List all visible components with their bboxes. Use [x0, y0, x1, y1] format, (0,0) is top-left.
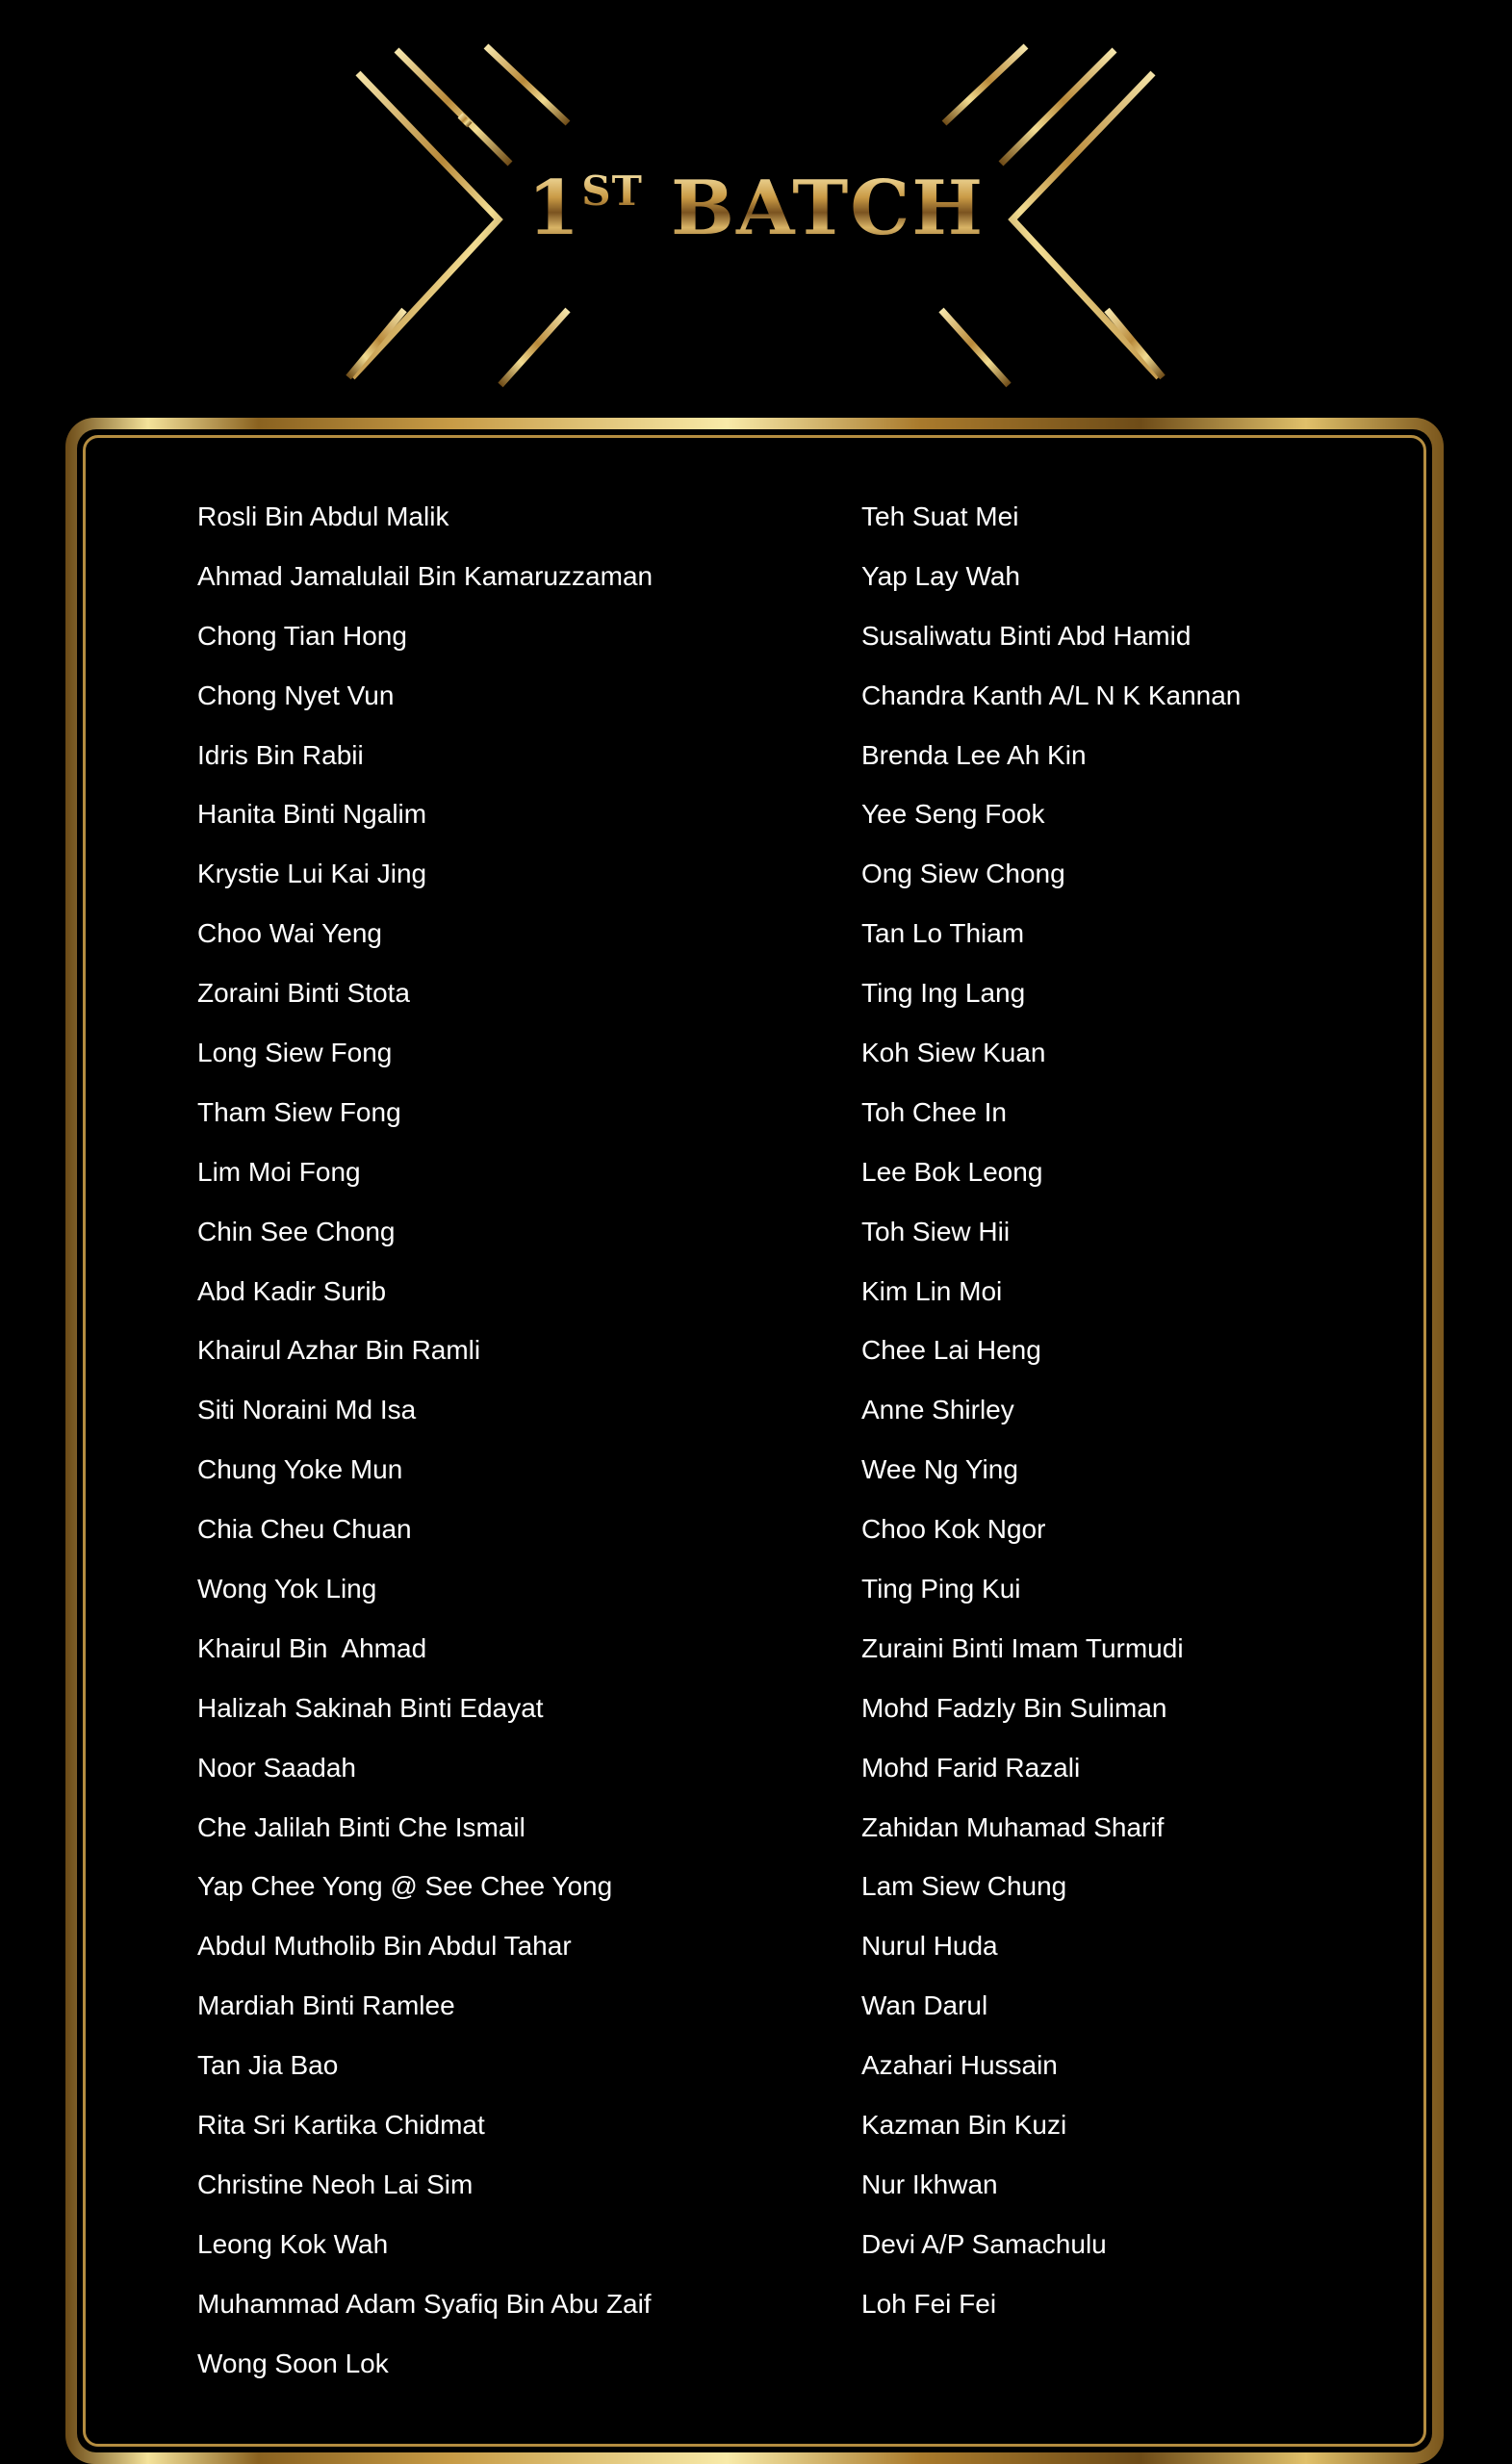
name-item: Lam Siew Chung [861, 1871, 1067, 1902]
name-item: Siti Noraini Md Isa [197, 1395, 417, 1425]
name-item: Chia Cheu Chuan [197, 1514, 412, 1545]
name-item: Hanita Binti Ngalim [197, 799, 427, 830]
name-item: Koh Siew Kuan [861, 1038, 1046, 1068]
name-item: Muhammad Adam Syafiq Bin Abu Zaif [197, 2288, 652, 2319]
name-item: Nur Ikhwan [861, 2169, 998, 2199]
name-item: Chong Tian Hong [197, 620, 407, 651]
name-item: Anne Shirley [861, 1395, 1014, 1425]
name-item: Abd Kadir Surib [197, 1275, 387, 1306]
name-item: Yap Lay Wah [861, 560, 1020, 591]
name-item: Rita Sri Kartika Chidmat [197, 2110, 485, 2141]
name-item: Che Jalilah Binti Che Ismail [197, 1811, 525, 1842]
names-list-left [197, 487, 653, 2394]
name-item: Zoraini Binti Stota [197, 978, 410, 1009]
name-item: Brenda Lee Ah Kin [861, 739, 1087, 770]
name-item: Wee Ng Ying [861, 1454, 1018, 1485]
name-item: Chee Lai Heng [861, 1335, 1041, 1366]
name-item: Khairul Bin Ahmad [197, 1632, 427, 1663]
name-item: Abdul Mutholib Bin Abdul Tahar [197, 1931, 572, 1962]
title-ordinal: 1 [526, 165, 582, 252]
name-item: Yap Chee Yong @ See Chee Yong [197, 1871, 613, 1902]
name-item: Tan Jia Bao [197, 2050, 339, 2081]
name-item: Nurul Huda [861, 1931, 998, 1962]
name-item: Ting Ing Lang [861, 978, 1026, 1009]
name-item: Halizah Sakinah Binti Edayat [197, 1692, 544, 1723]
name-item: Chung Yoke Mun [197, 1454, 403, 1485]
name-item: Wong Yok Ling [197, 1574, 377, 1604]
name-item: Choo Kok Ngor [861, 1514, 1046, 1545]
name-item: Toh Chee In [861, 1096, 1007, 1127]
name-item: Christine Neoh Lai Sim [197, 2169, 474, 2199]
name-item: Yee Seng Fook [861, 799, 1045, 830]
name-item: Krystie Lui Kai Jing [197, 859, 427, 889]
name-item: Ting Ping Kui [861, 1574, 1021, 1604]
name-item: Chandra Kanth A/L N K Kannan [861, 680, 1242, 710]
name-item: Devi A/P Samachulu [861, 2228, 1107, 2259]
name-item: Choo Wai Yeng [197, 918, 382, 949]
name-item: Susaliwatu Binti Abd Hamid [861, 620, 1192, 651]
name-item: Rosli Bin Abdul Malik [197, 501, 449, 531]
name-item: Loh Fei Fei [861, 2288, 997, 2319]
name-item: Noor Saadah [197, 1752, 357, 1783]
name-item: Lee Bok Leong [861, 1156, 1043, 1187]
page-title [0, 165, 1512, 252]
name-item: Kim Lin Moi [861, 1275, 1003, 1306]
name-item: Mohd Fadzly Bin Suliman [861, 1692, 1167, 1723]
name-item: Wan Darul [861, 1990, 988, 2021]
name-item: Teh Suat Mei [861, 501, 1019, 531]
name-item: Mardiah Binti Ramlee [197, 1990, 455, 2021]
name-item: Long Siew Fong [197, 1038, 393, 1068]
name-item: Lim Moi Fong [197, 1156, 361, 1187]
name-item: Chong Nyet Vun [197, 680, 395, 710]
name-item: Zuraini Binti Imam Turmudi [861, 1632, 1184, 1663]
name-item: Zahidan Muhamad Sharif [861, 1811, 1165, 1842]
name-item: Ong Siew Chong [861, 859, 1065, 889]
name-item: Kazman Bin Kuzi [861, 2110, 1067, 2141]
name-item: Tan Lo Thiam [861, 918, 1025, 949]
name-item: Ahmad Jamalulail Bin Kamaruzzaman [197, 560, 653, 591]
title-main: BATCH [671, 165, 986, 252]
name-item: Azahari Hussain [861, 2050, 1058, 2081]
name-item: Wong Soon Lok [197, 2348, 389, 2378]
name-item: Khairul Azhar Bin Ramli [197, 1335, 481, 1366]
names-list-right [861, 487, 1241, 2334]
name-item: Toh Siew Hii [861, 1216, 1011, 1246]
name-item: Chin See Chong [197, 1216, 396, 1246]
name-item: Leong Kok Wah [197, 2228, 389, 2259]
name-item: Tham Siew Fong [197, 1096, 401, 1127]
name-item: Idris Bin Rabii [197, 739, 364, 770]
header-ornament [0, 0, 1512, 404]
title-ordinal-suffix: ST [581, 167, 643, 215]
name-item: Mohd Farid Razali [861, 1752, 1081, 1783]
